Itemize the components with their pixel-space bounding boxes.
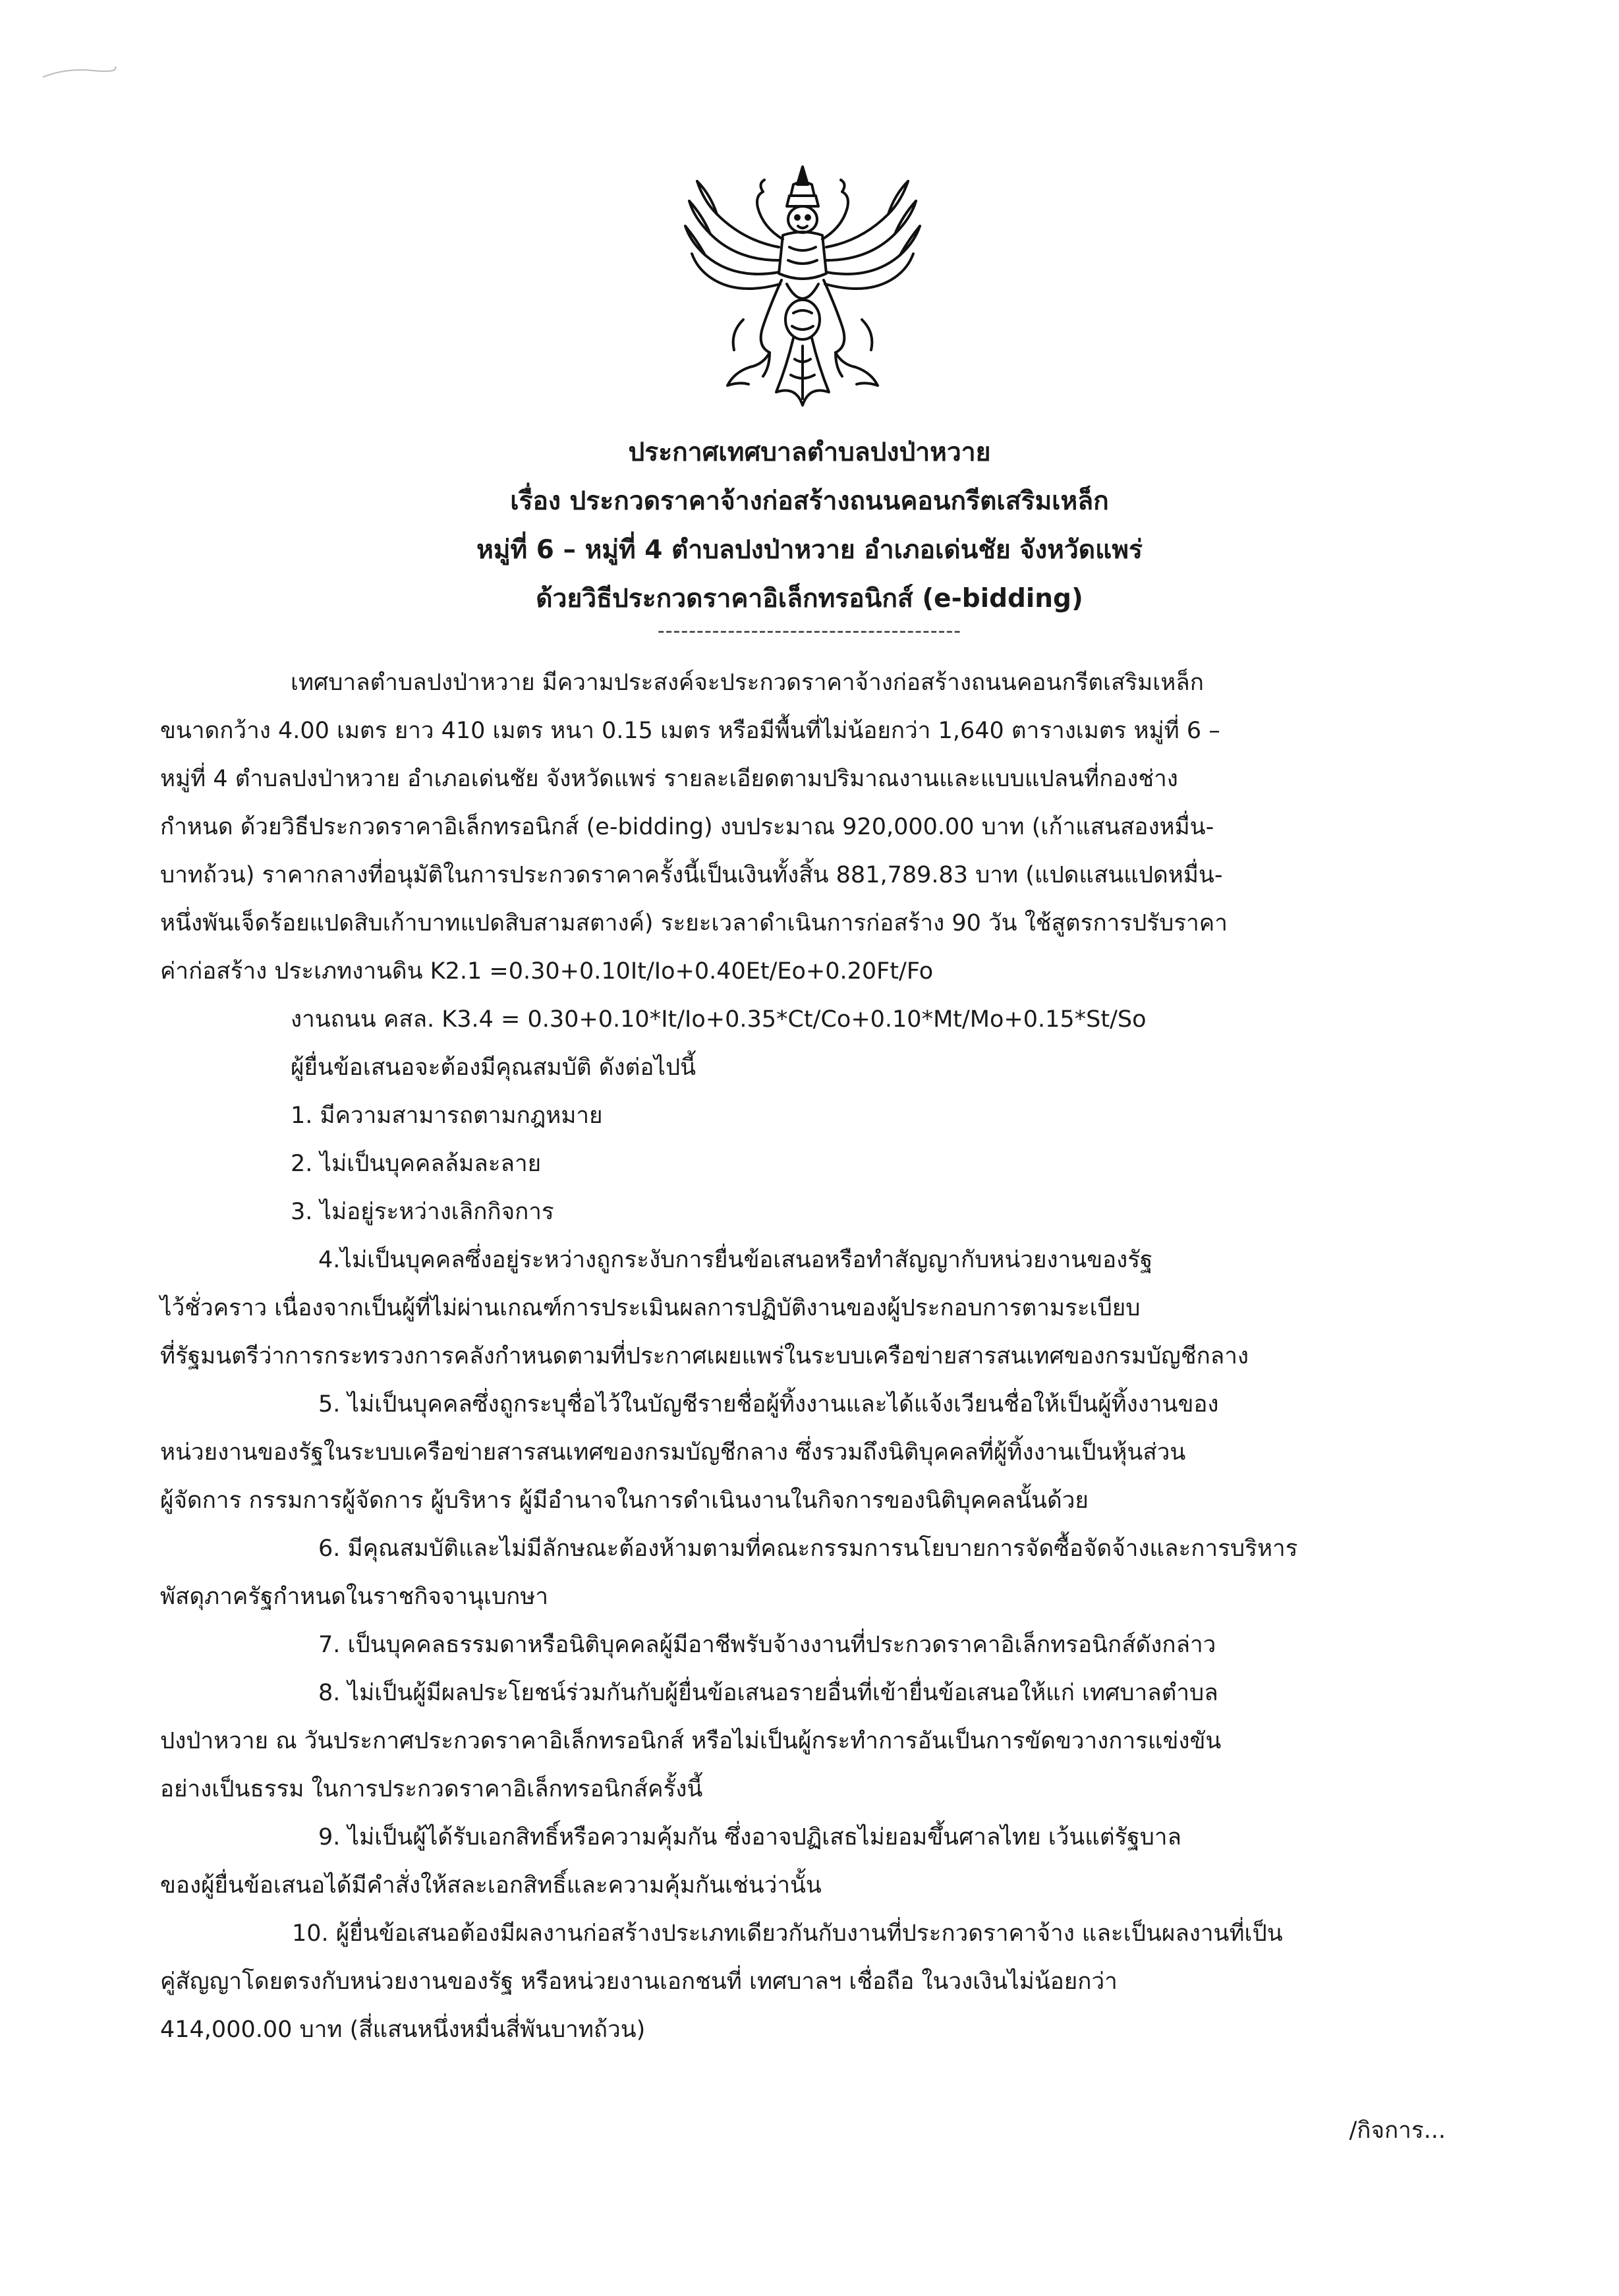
item-line: ที่รัฐมนตรีว่าการกระทรวงการคลังกำหนดตามที่ประกาศเผยแพร่ในระบบเครือข่ายสารสนเทศของกรมบัญชีกลาง bbox=[160, 1343, 1249, 1369]
item-line: 4.ไม่เป็นบุคคลซึ่งอยู่ระหว่างถูกระงับการยื่นข้อเสนอหรือทำสัญญากับหน่วยงานของรัฐ bbox=[318, 1247, 1153, 1273]
item-line: 10. ผู้ยื่นข้อเสนอต้องมีผลงานก่อสร้างประเภทเดียวกันกับงานที่ประกวดราคาจ้าง และเป็นผลงานที่เป็น bbox=[292, 1920, 1283, 1947]
qualification-item-10 bbox=[160, 1910, 1452, 2054]
header-location: หมู่ที่ 6 – หมู่ที่ 4 ตำบลปงป่าหวาย อำเภอเด่นชัย จังหวัดแพร่ bbox=[476, 535, 1143, 565]
header-separator: --------------------------------------- bbox=[657, 619, 962, 643]
announcement-body bbox=[160, 659, 1452, 2054]
formula-line: งานถนน คสล. K3.4 = 0.30+0.10*It/Io+0.35*Ct/Co+0.10*Mt/Mo+0.15*St/So bbox=[291, 1006, 1147, 1033]
item-line: 9. ไม่เป็นผู้ได้รับเอกสิทธิ์หรือความคุ้มกัน ซึ่งอาจปฏิเสธไม่ยอมขึ้นศาลไทย เว้นแต่รัฐบาล bbox=[318, 1824, 1181, 1851]
header-method: ด้วยวิธีประกวดราคาอิเล็กทรอนิกส์ (e-bidding) bbox=[536, 584, 1083, 614]
item-line: ไว้ชั่วคราว เนื่องจากเป็นผู้ที่ไม่ผ่านเกณฑ์การประเมินผลการปฏิบัติงานของผู้ประกอบการตามระเบียบ bbox=[160, 1295, 1141, 1321]
intro-paragraph bbox=[160, 659, 1452, 996]
item-line: อย่างเป็นธรรม ในการประกวดราคาอิเล็กทรอนิกส์ครั้งนี้ bbox=[160, 1776, 703, 1802]
item-line: 5. ไม่เป็นบุคคลซึ่งถูกระบุชื่อไว้ในบัญชีรายชื่อผู้ทิ้งงานและได้แจ้งเวียนชื่อให้เป็นผู้ทิ้งงานของ bbox=[318, 1391, 1219, 1418]
qualification-item-3 bbox=[160, 1188, 1452, 1236]
item-line: 414,000.00 บาท (สี่แสนหนึ่งหมื่นสี่พันบาทถ้วน) bbox=[160, 2017, 646, 2043]
qualification-item-1 bbox=[160, 1092, 1452, 1140]
item-line: ปงป่าหวาย ณ วันประกาศประกวดราคาอิเล็กทรอนิกส์ หรือไม่เป็นผู้กระทำการอันเป็นการขัดขวางการแข่งขัน bbox=[160, 1728, 1222, 1754]
item-line: 3. ไม่อยู่ระหว่างเลิกกิจการ bbox=[291, 1199, 554, 1225]
qualification-item-8 bbox=[160, 1669, 1452, 1814]
intro-line: ขนาดกว้าง 4.00 เมตร ยาว 410 เมตร หนา 0.15 เมตร หรือมีพื้นที่ไม่น้อยกว่า 1,640 ตารางเมตร หมู่ที่ 6 – bbox=[160, 718, 1220, 744]
item-line: 1. มีความสามารถตามกฎหมาย bbox=[291, 1103, 603, 1129]
intro-line: ค่าก่อสร้าง ประเภทงานดิน K2.1 =0.30+0.10It/Io+0.40Et/Eo+0.20Ft/Fo bbox=[160, 958, 934, 985]
announcement-header bbox=[0, 428, 1619, 623]
qualifications-intro bbox=[160, 1044, 1452, 1092]
intro-line: บาทถ้วน) ราคากลางที่อนุมัติในการประกวดราคาครั้งนี้เป็นเงินทั้งสิ้น 881,789.83 บาท (แปดแสนแปดหมื่น- bbox=[160, 862, 1223, 888]
item-line: 7. เป็นบุคคลธรรมดาหรือนิติบุคคลผู้มีอาชีพรับจ้างงานที่ประกวดราคาอิเล็กทรอนิกส์ดังกล่าว bbox=[318, 1632, 1216, 1658]
item-line: 6. มีคุณสมบัติและไม่มีลักษณะต้องห้ามตามที่คณะกรรมการนโยบายการจัดซื้อจัดจ้างและการบริหาร bbox=[318, 1535, 1298, 1562]
header-title: ประกาศเทศบาลตำบลปงป่าหวาย bbox=[628, 438, 991, 467]
qualification-item-4 bbox=[160, 1236, 1452, 1381]
qualification-item-2 bbox=[160, 1140, 1452, 1188]
qualification-item-9 bbox=[160, 1814, 1452, 1910]
item-line: 2. ไม่เป็นบุคคลล้มละลาย bbox=[291, 1151, 542, 1177]
intro-line: เทศบาลตำบลปงป่าหวาย มีความประสงค์จะประกวดราคาจ้างก่อสร้างถนนคอนกรีตเสริมเหล็ก bbox=[291, 670, 1204, 696]
intro-line: หมู่ที่ 4 ตำบลปงป่าหวาย อำเภอเด่นชัย จังหวัดแพร่ รายละเอียดตามปริมาณงานและแบบแปลนที่กองช่าง bbox=[160, 766, 1178, 792]
intro-line: หนึ่งพันเจ็ดร้อยแปดสิบเก้าบาทแปดสิบสามสตางค์) ระยะเวลาดำเนินการก่อสร้าง 90 วัน ใช้สูตรการปรับราคา bbox=[160, 910, 1228, 936]
item-line: พัสดุภาครัฐกำหนดในราชกิจจานุเบกษา bbox=[160, 1584, 549, 1610]
continuation-marker: /กิจการ... bbox=[1349, 2117, 1446, 2144]
garuda-emblem-icon bbox=[671, 155, 934, 418]
item-line: ผู้จัดการ กรรมการผู้จัดการ ผู้บริหาร ผู้มีอำนาจในการดำเนินงานในกิจการของนิติบุคคลนั้นด้วย bbox=[160, 1487, 1089, 1514]
header-subject: เรื่อง ประกวดราคาจ้างก่อสร้างถนนคอนกรีตเสริมเหล็ก bbox=[510, 486, 1109, 516]
item-line: หน่วยงานของรัฐในระบบเครือข่ายสารสนเทศของกรมบัญชีกลาง ซึ่งรวมถึงนิติบุคคลที่ผู้ทิ้งงานเป็นหุ้นส่วน bbox=[160, 1439, 1186, 1466]
item-line: ของผู้ยื่นข้อเสนอได้มีคำสั่งให้สละเอกสิทธิ์และความคุ้มกันเช่นว่านั้น bbox=[160, 1872, 822, 1899]
item-line: 8. ไม่เป็นผู้มีผลประโยชน์ร่วมกันกับผู้ยื่นข้อเสนอรายอื่นที่เข้ายื่นข้อเสนอให้แก่ เทศบาลตำบล bbox=[318, 1680, 1218, 1706]
scan-mark bbox=[40, 63, 119, 82]
formula-paragraph bbox=[160, 996, 1452, 1044]
qualifications-intro-line: ผู้ยื่นข้อเสนอจะต้องมีคุณสมบัติ ดังต่อไปนี้ bbox=[291, 1054, 696, 1081]
item-line: คู่สัญญาโดยตรงกับหน่วยงานของรัฐ หรือหน่วยงานเอกชนที่ เทศบาลฯ เชื่อถือ ในวงเงินไม่น้อยกว่า bbox=[160, 1968, 1118, 1995]
qualification-item-6 bbox=[160, 1525, 1452, 1621]
qualification-item-5 bbox=[160, 1381, 1452, 1525]
qualification-item-7 bbox=[160, 1621, 1452, 1669]
intro-line: กำหนด ด้วยวิธีประกวดราคาอิเล็กทรอนิกส์ (e-bidding) งบประมาณ 920,000.00 บาท (เก้าแสนสองหมื่น- bbox=[160, 814, 1214, 840]
